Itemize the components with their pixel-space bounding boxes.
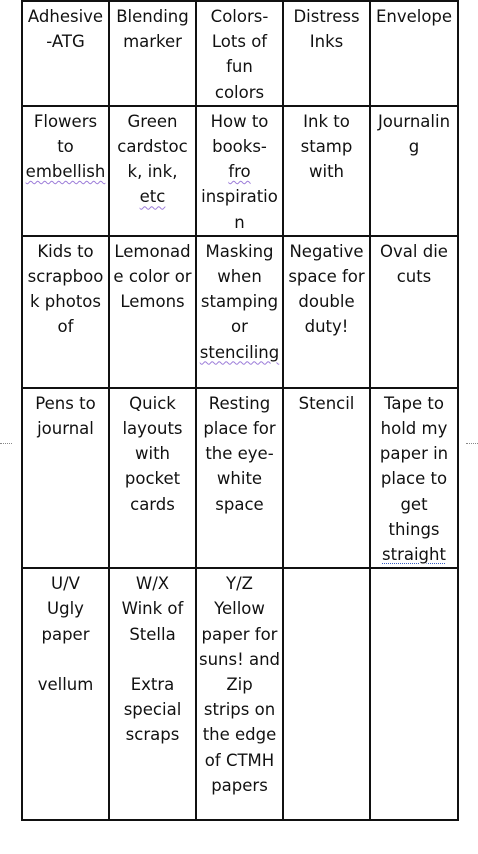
cell-text-line: journal [37,419,94,439]
cell-text-line: Inks [309,32,344,52]
cell-text-line: embellish [25,162,106,182]
cell-text-line: Quick [129,393,176,413]
cell-text-line: the edge [202,725,277,745]
table-cell [22,106,109,236]
table-cell [22,1,109,106]
table-cell [22,388,109,568]
cell-text-line: etc [139,187,166,207]
cell-text-line: Tape to [384,393,444,413]
cell-text-line: stenciling [199,342,280,362]
table-cell [109,106,196,236]
cell-text-line: marker [123,32,182,52]
cell-text-line: the eye- [205,444,274,464]
table-cell [370,236,458,388]
table-cell [196,388,283,568]
cell-text-line: Extra [130,674,175,694]
cell-text-line: n [234,212,245,232]
table-cell [370,388,458,568]
table-cell [196,106,283,236]
cell-text-line: Oval die [380,241,448,261]
cell-text-line: Ugly [47,599,84,619]
cell-text-line: suns! and [199,649,281,669]
cell-text-line: Green [127,111,178,131]
left-margin-marker [0,443,12,444]
cell-text-line: Wink of [121,599,184,619]
cell-text-line: double [298,292,355,312]
cell-text-line: to [57,137,74,157]
cell-text-line: space for [288,267,365,287]
table-cell [22,236,109,388]
cell-text-line: Resting [208,393,271,413]
cell-text-line: Pens to [35,393,96,413]
table-cell [283,1,370,106]
cell-text-line: straight [382,545,446,565]
cell-text-line: k, ink, [127,162,178,182]
cell-text-line: place to [380,469,448,489]
cell-text-line: papers [211,775,268,795]
cell-text-line: Flowers [33,111,98,131]
cell-text-line: Blending [116,7,189,26]
cell-text-line: Stella [129,624,176,644]
cell-text-line: inspiratio [201,187,278,207]
table-cell [283,236,370,388]
cell-text-line: special [123,700,182,720]
cell-text-line: stamp [300,137,353,157]
cell-text-line: Negative [289,241,364,261]
cell-text-line: vellum [37,674,94,694]
right-margin-marker [466,443,478,444]
cell-text-line: layouts [122,419,183,439]
cell-text-line: with [308,162,344,182]
cell-text-line: g [408,137,420,157]
cell-text-line: e color or [113,267,192,287]
table-row [22,388,458,568]
cell-text-line: Colors- [210,7,269,26]
cell-text-line: books- [212,137,267,157]
table-cell [370,1,458,106]
cell-text-line: stamping [200,292,279,312]
table-row [22,1,458,106]
scrapbook-alphabet-table [21,0,459,821]
cell-text-line: cuts [396,267,432,287]
cell-text-line [25,647,106,672]
table-cell [196,568,283,820]
table-cell [370,106,458,236]
cell-text-line: white [216,469,263,489]
cell-text-line: place for [203,419,276,439]
cell-text-line: Journalin [377,111,451,131]
cell-text-line: Ink to [303,111,350,131]
table-cell [22,568,109,820]
table-cell [109,388,196,568]
cell-text-line: -ATG [46,32,85,52]
cell-text-line: with [134,444,170,464]
cell-text-line: Lemonad [114,241,191,261]
cell-text-line: cards [130,494,175,514]
table-cell [370,568,458,820]
table-cell [283,388,370,568]
cell-text-line: things [388,519,440,539]
cell-text-line: U/V [51,574,80,594]
cell-text-line: W/X [135,574,170,594]
cell-text-line: Zip [226,675,253,695]
table-cell [283,106,370,236]
cell-text-line: Lemons [120,292,185,312]
cell-text-line: pocket [124,469,181,489]
cell-text-line: of [57,317,74,337]
cell-text-line: Y/Z [226,574,253,594]
table-row [22,236,458,388]
cell-text-line: scraps [125,725,180,745]
cell-text-line [112,647,193,672]
cell-text-line: cardstoc [117,137,188,157]
cell-text-line: How to [210,111,269,131]
cell-text-line: Stencil [298,393,355,413]
cell-text-line: get [400,494,428,514]
cell-text-line: paper for [201,624,278,644]
table-row [22,106,458,236]
cell-text-line: strips on [203,700,276,720]
table-cell [283,568,370,820]
table-cell [196,1,283,106]
cell-text-line: Masking [205,241,274,261]
cell-text-line: of CTMH [204,750,275,770]
cell-text-line: paper [41,624,90,644]
cell-text-line: fun [226,57,253,77]
cell-text-line: scrapboo [27,267,104,287]
table-cell [109,236,196,388]
table-cell [109,1,196,106]
cell-text-line: Distress [293,7,360,26]
table-cell [196,236,283,388]
cell-text-line: colors [214,82,265,102]
cell-text-line: hold my [380,419,448,439]
cell-text-line: duty! [304,317,349,337]
cell-text-line: Lots of [211,32,268,52]
cell-text-line: Adhesive [27,7,104,26]
cell-text-line: k photos [30,292,101,312]
cell-text-line: Envelope [375,7,453,26]
cell-text-line: Yellow [214,599,265,619]
cell-text-line: fro [228,162,251,182]
cell-text-line: paper in [379,444,449,464]
cell-text-line: space [215,494,264,514]
cell-text-line: Kids to [37,241,94,261]
table-row [22,568,458,820]
cell-text-line: when [217,267,262,287]
table-cell [109,568,196,820]
cell-text-line: or [231,317,248,337]
